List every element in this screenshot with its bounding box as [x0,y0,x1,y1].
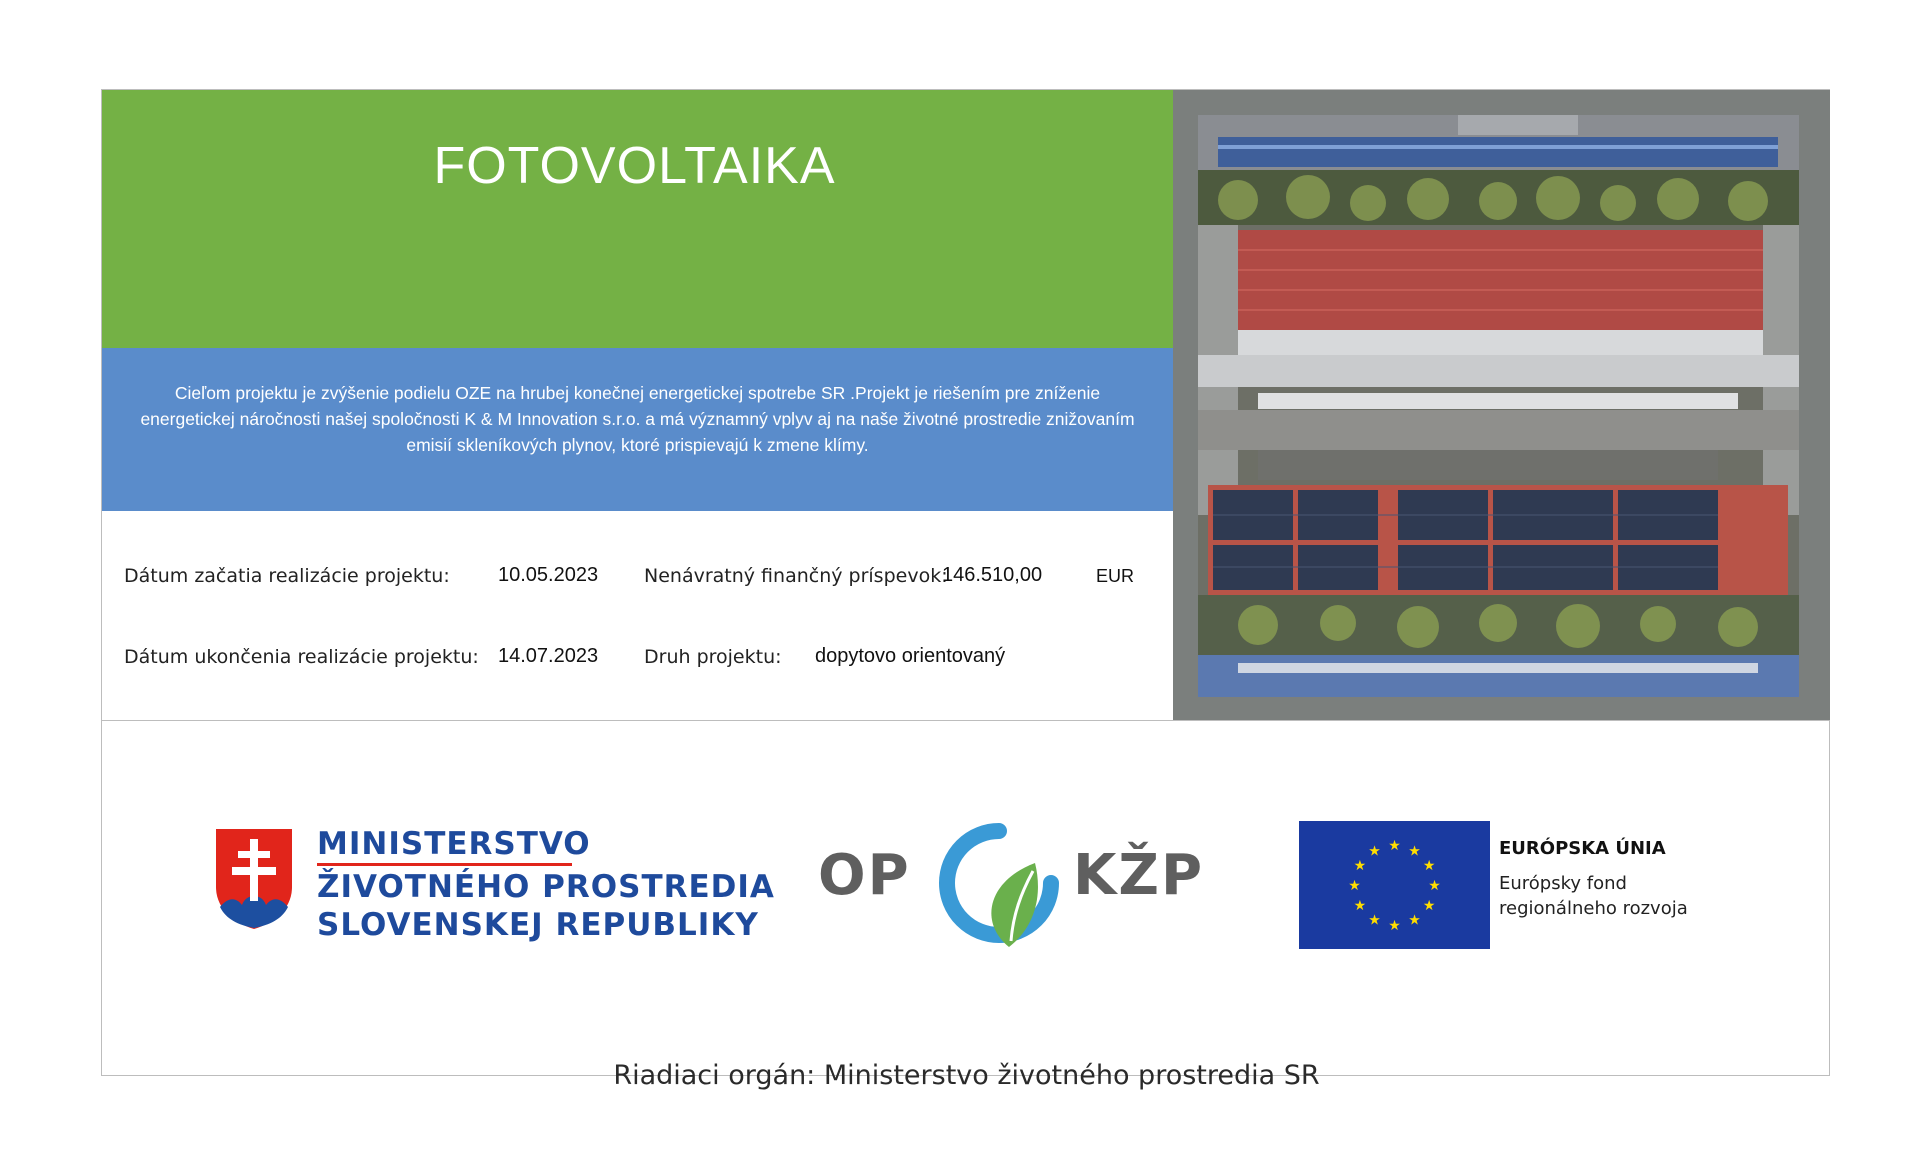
ministry-line-1: MINISTERSTVO [317,826,591,862]
start-date-value: 10.05.2023 [498,564,599,586]
project-title: FOTOVOLTAIKA [433,137,836,195]
eu-star-icon: ★ [1368,843,1381,860]
end-date-value: 14.07.2023 [498,645,599,667]
ministry-line-2: ŽIVOTNÉHO PROSTREDIA [317,869,775,905]
aerial-roof-photo [1198,115,1799,697]
grant-value: 146.510,00 [942,564,1043,586]
ministry-line-3: SLOVENSKEJ REPUBLIKY [317,907,759,943]
logos-row [102,721,1829,1076]
eu-logo-text [1499,838,1688,921]
eu-star-icon: ★ [1388,838,1401,854]
eu-star-icon: ★ [1408,912,1421,929]
ministry-logo-text [317,825,775,944]
project-description: Cieľom projektu je zvýšenie podielu OZE na hrubej konečnej energetickej spotrebe SR .Projekt je riešením pre zníženie energetickej náročnosti našej spoločnosti K & M Innovation s.r.o. a má významný vplyv aj na naše životné prostredie znižovaním emisií skleníkových plynov, ktoré prispievajú k zmene klímy. [140,383,1135,455]
eu-flag-icon [1299,821,1490,949]
eu-line-1: Európsky fond [1499,873,1627,894]
grant-currency: EUR [1096,566,1135,586]
project-details [102,511,1173,720]
eu-star-icon: ★ [1428,878,1441,894]
eu-star-icon: ★ [1422,858,1436,874]
eu-star-icon: ★ [1353,858,1367,874]
photo-frame [1173,90,1830,720]
ministry-red-rule [317,863,572,866]
managing-authority: Riadiaci orgán: Ministerstvo životného prostredia SR [613,1060,1320,1091]
op-logo-right: KŽP [1073,843,1205,908]
op-logo-left: OP [818,843,911,908]
title-panel [102,90,1173,348]
eu-star-icon: ★ [1422,898,1436,914]
eu-star-icon: ★ [1388,918,1401,934]
eu-title: EURÓPSKA ÚNIA [1499,838,1666,859]
start-date-label: Dátum začatia realizácie projektu: [124,565,450,587]
project-billboard [101,89,1830,1091]
eu-star-icon: ★ [1353,898,1367,914]
eu-star-icon: ★ [1348,878,1361,894]
project-type-value: dopytovo orientovaný [815,645,1006,667]
end-date-label: Dátum ukončenia realizácie projektu: [124,646,479,668]
description-panel [102,348,1173,511]
grant-label: Nenávratný finančný príspevok: [644,565,948,587]
eu-line-2: regionálneho rozvoja [1499,898,1688,919]
eu-star-icon: ★ [1368,912,1381,929]
eu-star-icon: ★ [1408,843,1421,860]
slovak-coat-of-arms-icon [214,827,294,931]
op-kzp-emblem-icon [939,823,1059,951]
project-type-label: Druh projektu: [644,646,782,668]
